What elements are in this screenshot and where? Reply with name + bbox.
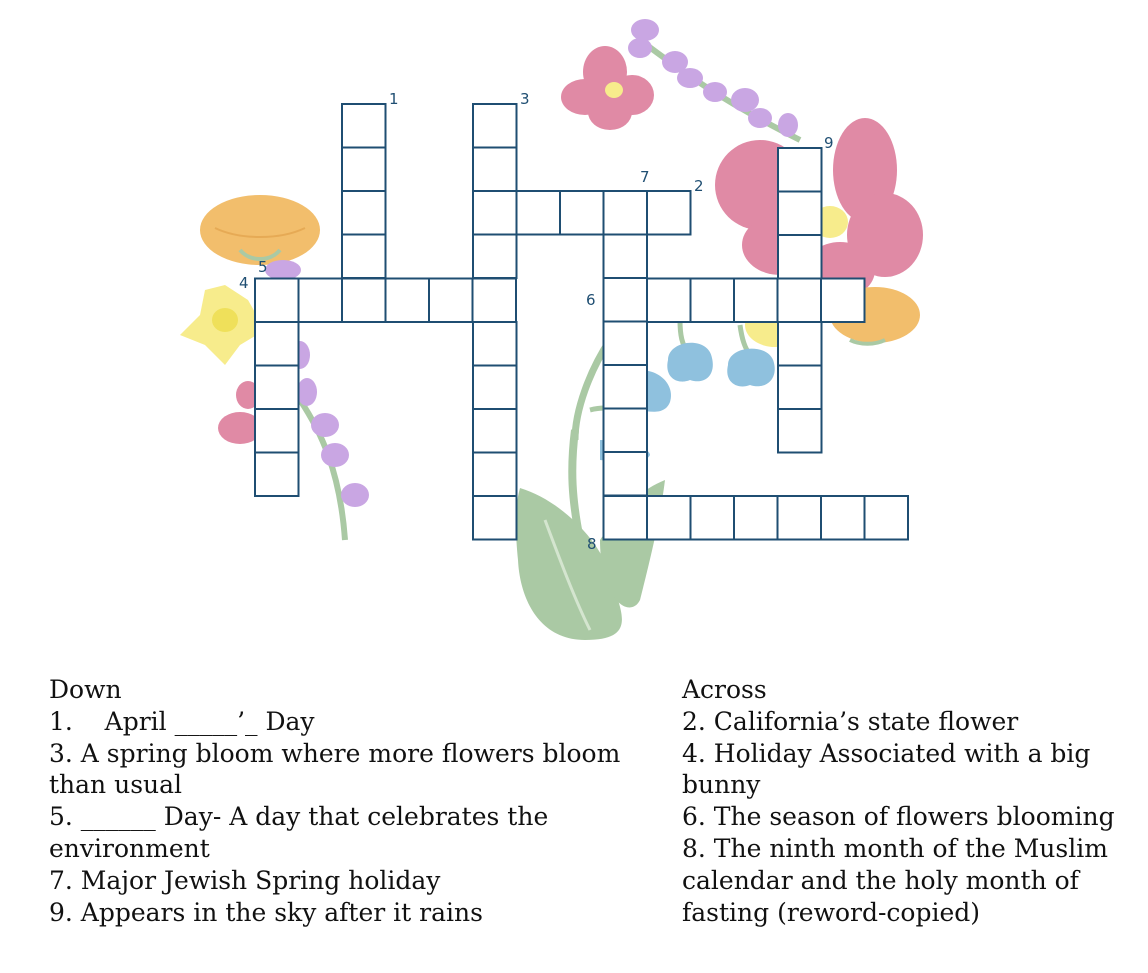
- grid-cell[interactable]: [691, 496, 735, 540]
- grid-cell[interactable]: [342, 104, 386, 148]
- grid-cell[interactable]: [691, 279, 735, 323]
- grid-cell[interactable]: [473, 453, 517, 497]
- grid-cell[interactable]: [778, 148, 822, 192]
- grid-cell[interactable]: [778, 409, 822, 453]
- across-clue: 8. The ninth month of the Muslim calendar and the holy month of fasting (reword-copied): [682, 833, 1116, 927]
- grid-cell[interactable]: [734, 279, 778, 323]
- down-clue: 9. Appears in the sky after it rains: [49, 897, 483, 927]
- grid-cell[interactable]: [647, 191, 691, 235]
- grid-cell[interactable]: [473, 322, 517, 366]
- clue-number-3: 3: [520, 90, 530, 108]
- down-heading: Down: [49, 675, 122, 704]
- grid-cell[interactable]: [473, 366, 517, 410]
- grid-cell[interactable]: [865, 496, 909, 540]
- grid-cell[interactable]: [255, 409, 299, 453]
- crossword-grid[interactable]: [255, 104, 908, 540]
- down-clue: 3. A spring bloom where more flowers bloom than usual: [49, 738, 629, 800]
- grid-cell[interactable]: [604, 191, 648, 235]
- grid-cell[interactable]: [342, 279, 386, 323]
- across-heading: Across: [682, 675, 767, 704]
- clue-number-1: 1: [389, 90, 399, 108]
- clue-number-6: 6: [586, 291, 596, 309]
- grid-cell[interactable]: [604, 365, 648, 409]
- grid-cell[interactable]: [473, 496, 517, 540]
- yellow-daffodil-icon: [180, 285, 265, 365]
- across-clue: 6. The season of flowers blooming: [682, 802, 1115, 832]
- grid-cell[interactable]: [473, 191, 517, 235]
- grid-cell[interactable]: [647, 279, 691, 323]
- lavender-sprig-icon: [628, 19, 800, 140]
- across-clue: 2. California’s state flower: [682, 706, 1019, 736]
- clue-number-9: 9: [824, 134, 834, 152]
- grid-cell[interactable]: [429, 279, 473, 323]
- grid-cell[interactable]: [778, 192, 822, 236]
- down-clue: 1. April _____’_ Day: [49, 706, 315, 736]
- grid-cell[interactable]: [255, 366, 299, 410]
- grid-cell[interactable]: [517, 191, 561, 235]
- grid-cell[interactable]: [604, 496, 648, 540]
- grid-cell[interactable]: [342, 148, 386, 192]
- pink-flower-icon: [561, 46, 654, 130]
- grid-cell[interactable]: [255, 453, 299, 497]
- grid-cell[interactable]: [560, 191, 604, 235]
- clue-number-7: 7: [640, 168, 650, 186]
- grid-cell[interactable]: [604, 452, 648, 496]
- grid-cell[interactable]: [604, 322, 648, 366]
- across-clues: [682, 674, 1132, 928]
- grid-cell[interactable]: [255, 279, 299, 323]
- orange-poppy-icon: [200, 195, 320, 265]
- grid-cell[interactable]: [778, 235, 822, 279]
- grid-cell[interactable]: [386, 279, 430, 323]
- grid-cell[interactable]: [299, 279, 343, 323]
- grid-cell[interactable]: [604, 409, 648, 453]
- grid-cell[interactable]: [647, 496, 691, 540]
- grid-cell[interactable]: [255, 322, 299, 366]
- grid-cell[interactable]: [821, 279, 865, 323]
- grid-cell[interactable]: [778, 279, 822, 323]
- grid-cell[interactable]: [473, 409, 517, 453]
- clue-number-4: 4: [239, 274, 249, 292]
- grid-cell[interactable]: [473, 235, 517, 279]
- grid-cell[interactable]: [342, 191, 386, 235]
- clue-number-8: 8: [587, 535, 597, 553]
- across-clue: 4. Holiday Associated with a big bunny: [682, 738, 1099, 800]
- grid-cell[interactable]: [604, 235, 648, 279]
- grid-cell[interactable]: [778, 366, 822, 410]
- grid-cell[interactable]: [342, 235, 386, 279]
- clue-number-2: 2: [694, 177, 704, 195]
- clue-number-5: 5: [258, 258, 268, 276]
- grid-cell[interactable]: [778, 496, 822, 540]
- grid-cell[interactable]: [821, 496, 865, 540]
- down-clues: [49, 674, 639, 928]
- grid-cell[interactable]: [734, 496, 778, 540]
- down-clue: 5. ______ Day- A day that celebrates the environment: [49, 802, 557, 863]
- grid-cell[interactable]: [473, 148, 517, 192]
- grid-cell[interactable]: [473, 279, 517, 323]
- grid-cell[interactable]: [473, 104, 517, 148]
- down-clue: 7. Major Jewish Spring holiday: [49, 865, 441, 895]
- grid-cell[interactable]: [778, 322, 822, 366]
- grid-cell[interactable]: [604, 278, 648, 322]
